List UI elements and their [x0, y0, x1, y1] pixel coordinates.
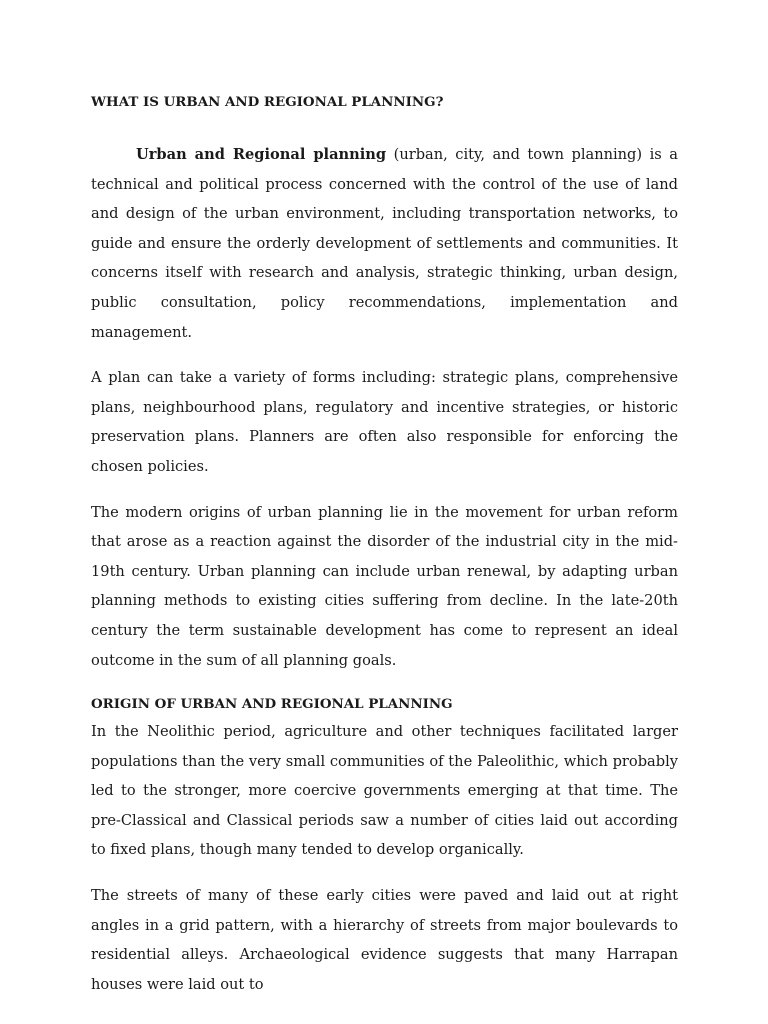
heading-origin: ORIGIN OF URBAN AND REGIONAL PLANNING [91, 696, 453, 713]
document-page [91, 92, 678, 1015]
term-urban-regional-planning: Urban and Regional planning [136, 146, 387, 163]
definition-text: (urban, city, and town planning) is a technical and political process concerned with the control of the use of land and design of the urban environment, including transportation networks, to guide and ensure the orderly development of settlements and communities. It concerns itself with research and analysis, strategic thinking, urban design, public consultation, policy recommendations, implementation and management. [91, 146, 678, 341]
paragraph-neolithic: In the Neolithic period, agriculture and other techniques facilitated larger populations than the very small communities of the Paleolithic, which probably led to the stronger, more coercive governments emerging at that time. The pre-Classical and Classical periods saw a number of cities laid out according to fixed plans, though many tended to develop organically. [91, 723, 678, 859]
paragraph-definition [91, 140, 678, 347]
paragraph-plan-forms: A plan can take a variety of forms including: strategic plans, comprehensive plans, neighbourhood plans, regulatory and incentive strategies, or historic preservation plans. Planners are often also responsible for enforcing the chosen policies. [91, 369, 678, 475]
paragraph-streets: The streets of many of these early cities were paved and laid out at right angles in a grid pattern, with a hierarchy of streets from major boulevards to residential alleys. Archaeological evidence suggests that many Harrapan houses were laid out to [91, 887, 678, 993]
heading-what-is-planning: WHAT IS URBAN AND REGIONAL PLANNING? [91, 94, 444, 110]
paragraph-modern-origins: The modern origins of urban planning lie in the movement for urban reform that arose as a reaction against the disorder of the industrial city in the mid-19th century. Urban planning can include urban renewal, by adapting urban planning methods to existing cities suffering from decline. In the late-20th century the term sustainable development has come to represent an ideal outcome in the sum of all planning goals. [91, 503, 678, 669]
